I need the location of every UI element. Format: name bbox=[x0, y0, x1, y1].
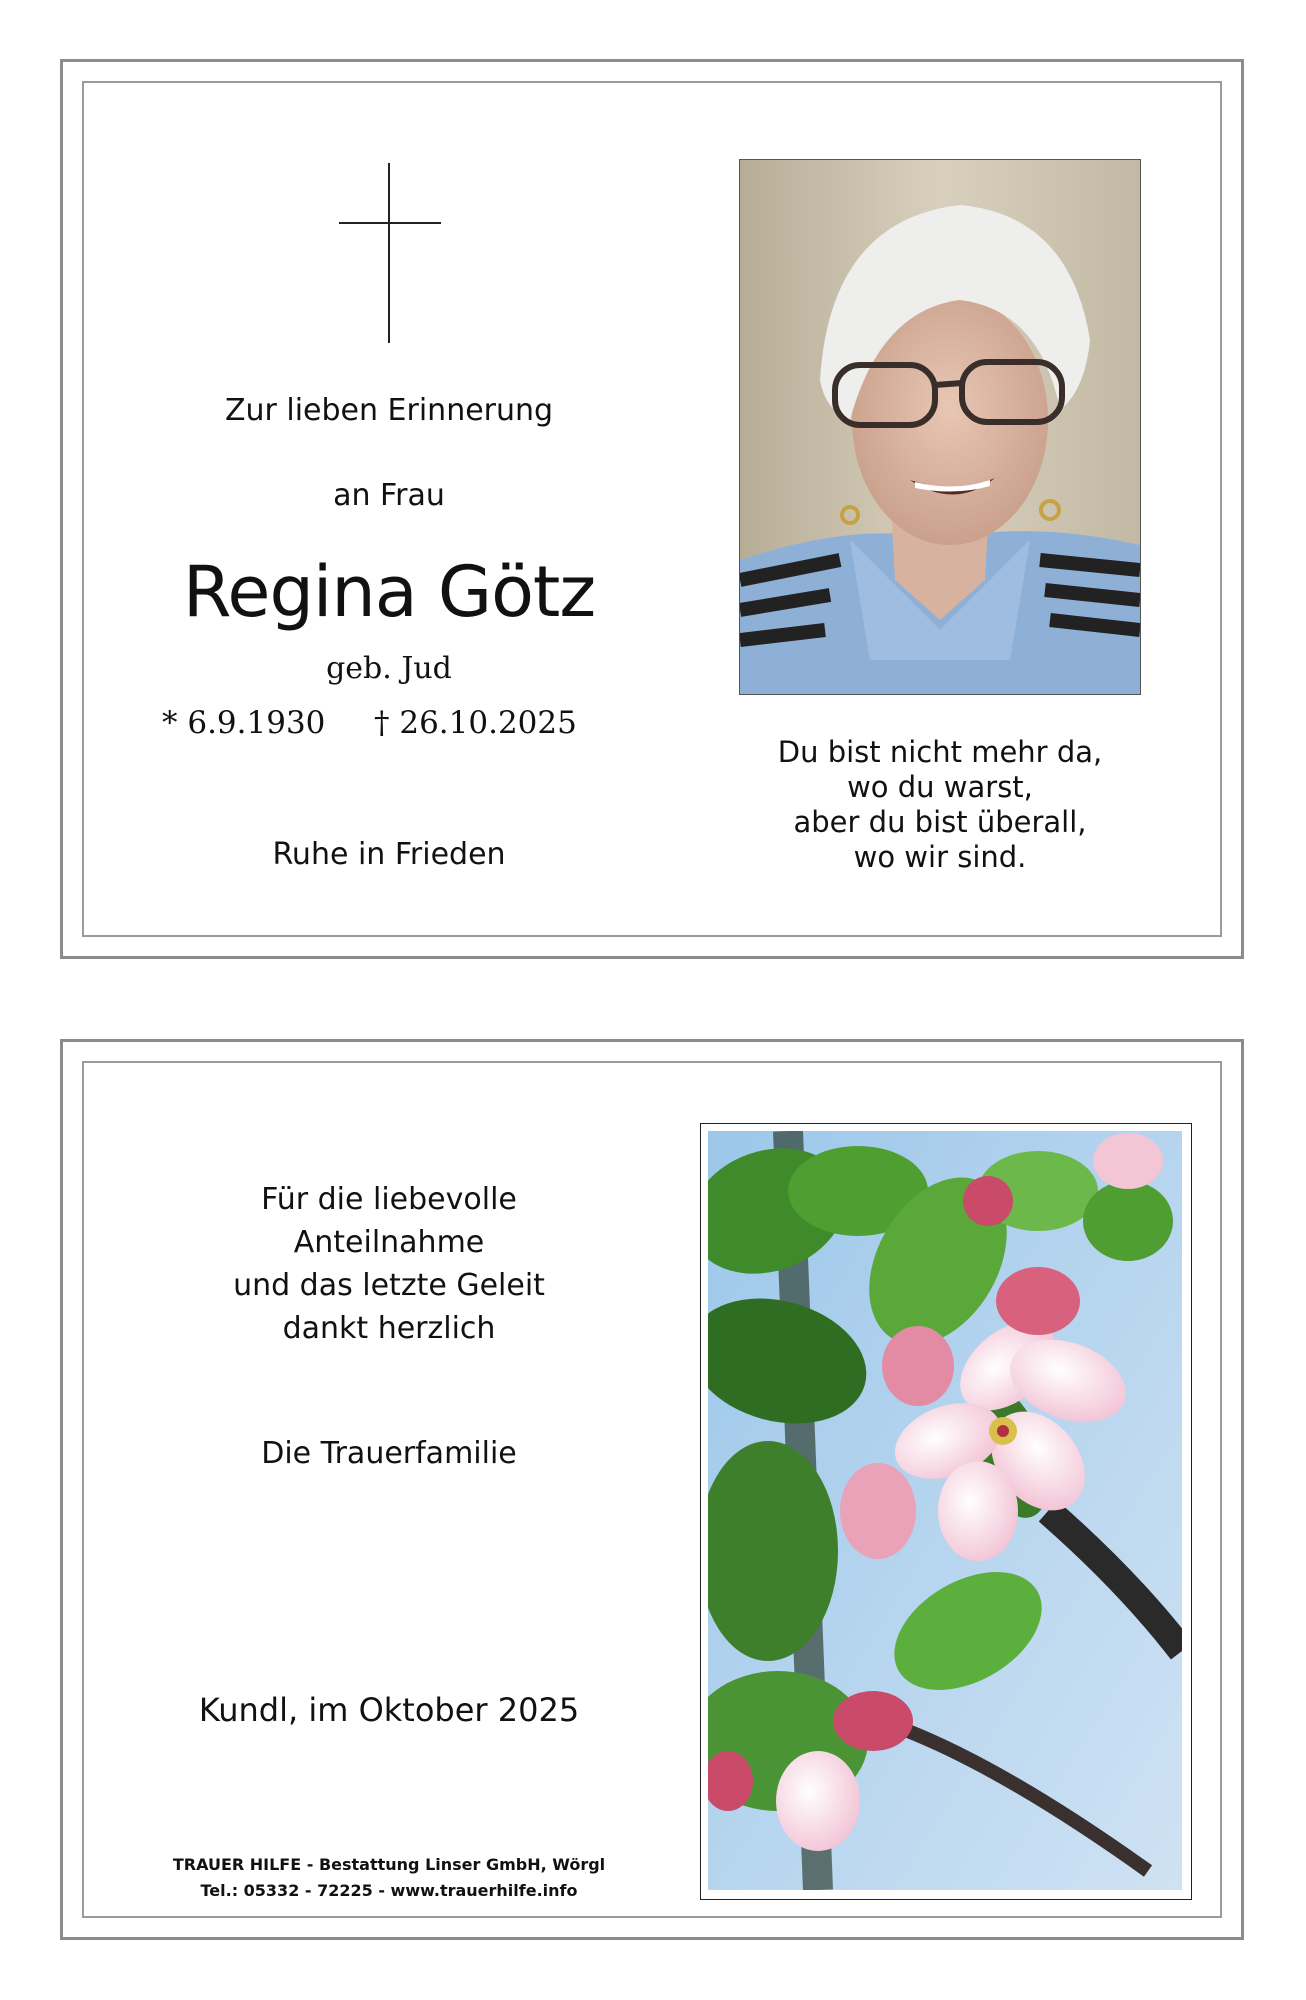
apple-blossom-image bbox=[708, 1131, 1182, 1890]
cross-icon bbox=[388, 163, 390, 343]
funeral-home-name: TRAUER HILFE - Bestattung Linser GmbH, Wörgl bbox=[172, 1855, 606, 1874]
portrait-photo-image bbox=[740, 160, 1140, 694]
poem-line-4: wo wir sind. bbox=[853, 840, 1027, 874]
front-card-inner-frame bbox=[82, 81, 1222, 937]
thanks-line-3: und das letzte Geleit bbox=[233, 1268, 545, 1303]
poem-line-2: wo du warst, bbox=[847, 770, 1033, 804]
poem-line-1: Du bist nicht mehr da, bbox=[777, 735, 1103, 769]
poem-line-3: aber du bist überall, bbox=[793, 805, 1087, 839]
cross-icon-bar bbox=[339, 222, 441, 224]
thanks-line-2: Anteilnahme bbox=[293, 1225, 485, 1260]
memorial-heading: Zur lieben Erinnerung bbox=[224, 393, 554, 428]
maiden-name: geb. Jud bbox=[326, 651, 452, 686]
deceased-name: Regina Götz bbox=[182, 551, 596, 633]
place-date: Kundl, im Oktober 2025 bbox=[198, 1691, 580, 1729]
front-card bbox=[60, 59, 1244, 959]
salutation: an Frau bbox=[333, 478, 445, 513]
apple-blossom-photo bbox=[700, 1123, 1192, 1900]
thanks-line-4: dankt herzlich bbox=[282, 1311, 496, 1346]
funeral-home-contact: Tel.: 05332 - 72225 - www.trauerhilfe.info bbox=[200, 1881, 578, 1900]
birth-date: * 6.9.1930 bbox=[162, 705, 326, 741]
portrait-photo bbox=[739, 159, 1141, 695]
farewell-text: Ruhe in Frieden bbox=[272, 837, 506, 872]
back-card bbox=[60, 1039, 1244, 1940]
death-date: † 26.10.2025 bbox=[374, 705, 577, 741]
back-card-inner-frame bbox=[82, 1061, 1222, 1918]
signature: Die Trauerfamilie bbox=[261, 1436, 517, 1471]
thanks-line-1: Für die liebevolle bbox=[261, 1182, 517, 1217]
